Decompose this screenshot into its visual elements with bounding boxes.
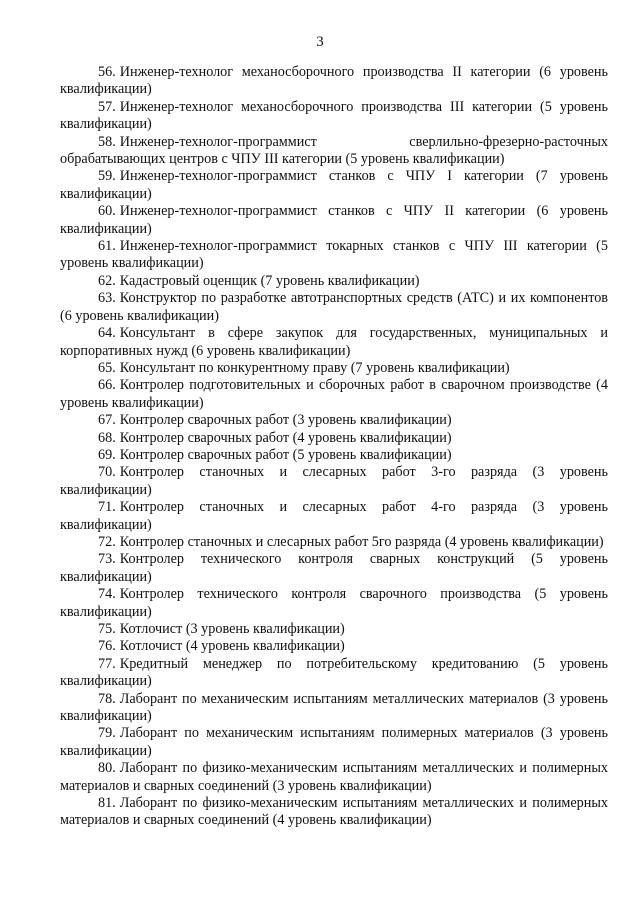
list-item-number: 72.	[98, 533, 116, 550]
list-item	[60, 464, 608, 499]
list-item-text: Контролер подготовительных и сборочных работ в сварочном производстве (4 уровень квалификации)	[60, 377, 608, 411]
list-item	[60, 430, 608, 447]
list-item-text: Инженер-технолог-программист токарных станков с ЧПУ III категории (5 уровень квалификации)	[60, 238, 608, 272]
list-item-text: Инженер-технолог-программист станков с ЧПУ I категории (7 уровень квалификации)	[60, 168, 608, 202]
list-item	[60, 447, 608, 464]
list-item-text: Инженер-технолог механосборочного производства II категории (6 уровень квалификации)	[60, 64, 608, 98]
list-item-text: Консультант в сфере закупок для государственных, муниципальных и корпоративных нужд (6 уровень квалификации)	[60, 325, 608, 359]
list-item-number: 79.	[98, 725, 116, 742]
list-item-number: 69.	[98, 446, 116, 463]
list-item-number: 74.	[98, 586, 116, 603]
list-item	[60, 290, 608, 325]
list-item-text: Конструктор по разработке автотранспортных средств (АТС) и их компонентов (6 уровень квалификации)	[60, 290, 608, 324]
list-item	[60, 203, 608, 238]
list-item	[60, 551, 608, 586]
list-item-number: 65.	[98, 359, 116, 376]
list-item	[60, 64, 608, 99]
list-item-number: 58.	[98, 133, 116, 150]
list-item-number: 73.	[98, 551, 116, 568]
list-item-text: Лаборант по механическим испытаниям металлических материалов (3 уровень квалификации)	[60, 690, 608, 725]
list-item-number: 81.	[98, 795, 116, 812]
list-item-text: Контролер станочных и слесарных работ 5го разряда (4 уровень квалификации)	[119, 533, 604, 550]
list-item	[60, 534, 608, 551]
list-item-number: 63.	[98, 290, 116, 307]
list-item-number: 68.	[98, 429, 116, 446]
list-item-number: 60.	[98, 203, 116, 220]
list-item-number: 76.	[98, 638, 116, 655]
list-item-text: Контролер сварочных работ (4 уровень квалификации)	[119, 429, 452, 446]
list-item-number: 75.	[98, 621, 116, 637]
list-item-text: Контролер сварочных работ (3 уровень квалификации)	[119, 412, 452, 429]
page-number: 3	[316, 34, 324, 50]
list-item-number: 57.	[98, 98, 116, 115]
list-item	[60, 99, 608, 134]
list-item-text: Котлочист (3 уровень квалификации)	[119, 621, 345, 637]
list-item-number: 66.	[98, 377, 116, 394]
list-item-text: Лаборант по физико-механическим испытаниям металлических и полимерных материалов и сварных соединений (3 уровень квалификации)	[60, 760, 608, 794]
list-item-text: Котлочист (4 уровень квалификации)	[119, 638, 345, 655]
list-item	[60, 795, 608, 830]
list-item	[60, 638, 608, 655]
list-item-text: Инженер-технолог-программист сверлильно-фрезерно-расточных обрабатывающих центров с ЧПУ III категории (5 уровень квалификации)	[60, 133, 608, 168]
list-item	[60, 621, 608, 638]
list-item	[60, 760, 608, 795]
list-item-text: Лаборант по механическим испытаниям полимерных материалов (3 уровень квалификации)	[60, 725, 608, 759]
list-item-text: Контролер технического контроля сварных конструкций (5 уровень квалификации)	[60, 551, 608, 585]
list-item-number: 71.	[98, 499, 116, 516]
list-item-number: 59.	[98, 168, 116, 185]
list-item-text: Инженер-технолог механосборочного производства III категории (5 уровень квалификации)	[60, 98, 608, 133]
list-item	[60, 691, 608, 726]
list-item-text: Консультант по конкурентному праву (7 уровень квалификации)	[119, 359, 510, 376]
list-item-number: 77.	[98, 655, 116, 672]
list-item-text: Контролер станочных и слесарных работ 4-го разряда (3 уровень квалификации)	[60, 499, 608, 533]
list-item	[60, 656, 608, 691]
list-item	[60, 586, 608, 621]
qualification-list	[60, 64, 608, 830]
list-item-text: Кредитный менеджер по потребительскому кредитованию (5 уровень квалификации)	[60, 655, 608, 690]
list-item-number: 62.	[98, 272, 116, 289]
list-item-text: Инженер-технолог-программист станков с ЧПУ II категории (6 уровень квалификации)	[60, 203, 608, 237]
list-item-number: 67.	[98, 412, 116, 429]
list-item-number: 78.	[98, 690, 116, 707]
list-item	[60, 134, 608, 169]
list-item-text: Контролер станочных и слесарных работ 3-го разряда (3 уровень квалификации)	[60, 464, 608, 498]
list-item-text: Контролер технического контроля сварочного производства (5 уровень квалификации)	[60, 586, 608, 620]
list-item-number: 61.	[98, 238, 116, 255]
list-item	[60, 499, 608, 534]
list-item-text: Контролер сварочных работ (5 уровень квалификации)	[119, 446, 452, 463]
list-item-number: 70.	[98, 464, 116, 481]
list-item	[60, 377, 608, 412]
list-item	[60, 360, 608, 377]
list-item	[60, 725, 608, 760]
list-item	[60, 168, 608, 203]
list-item-text: Лаборант по физико-механическим испытаниям металлических и полимерных материалов и сварных соединений (4 уровень квалификации)	[60, 795, 608, 829]
list-item-number: 56.	[98, 64, 116, 80]
list-item	[60, 238, 608, 273]
list-item	[60, 412, 608, 429]
list-item-number: 80.	[98, 760, 116, 777]
list-item	[60, 273, 608, 290]
list-item-text: Кадастровый оценщик (7 уровень квалификации)	[119, 272, 420, 289]
list-item-number: 64.	[98, 325, 116, 342]
list-item	[60, 325, 608, 360]
